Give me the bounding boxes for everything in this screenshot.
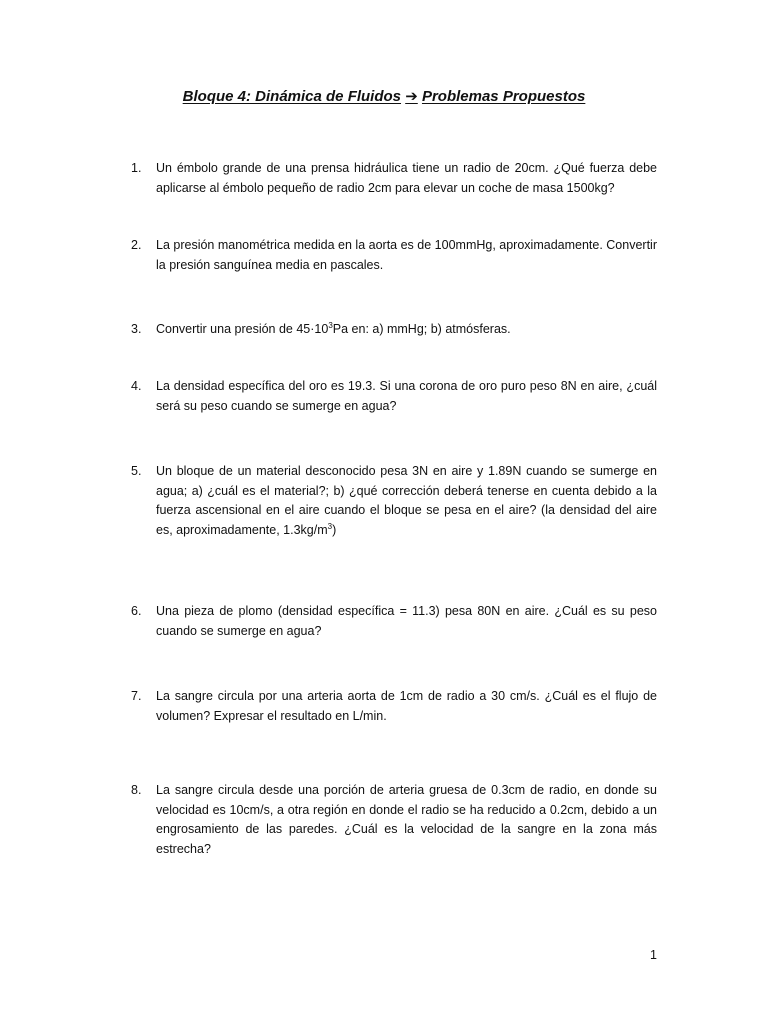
problem-number: 4.: [131, 379, 142, 393]
problem-text: [156, 320, 657, 340]
problem-text: Un émbolo grande de una prensa hidráulica tiene un radio de 20cm. ¿Qué fuerza debe aplicarse al émbolo pequeño de radio 2cm para elevar un coche de masa 1500kg?: [156, 161, 657, 195]
problem-4: [131, 377, 657, 416]
problem-number: 1.: [131, 161, 142, 175]
problem-3: [131, 320, 657, 340]
problem-number: 3.: [131, 322, 142, 336]
superscript: 3: [327, 521, 333, 531]
page-number: 1: [650, 948, 657, 962]
problem-text-part: Convertir una presión de 45·10: [156, 322, 329, 336]
problem-text: Una pieza de plomo (densidad específica = 11.3) pesa 80N en aire. ¿Cuál es su peso cuando se sumerge en agua?: [156, 604, 657, 638]
problem-6: [131, 602, 657, 641]
problem-number: 2.: [131, 238, 142, 252]
problem-number: 7.: [131, 689, 142, 703]
problem-text: La presión manométrica medida en la aorta es de 100mmHg, aproximadamente. Convertir la presión sanguínea media en pascales.: [156, 238, 657, 272]
problem-7: [131, 687, 657, 726]
page-title: [0, 87, 768, 105]
problem-number: 6.: [131, 604, 142, 618]
right-arrow-icon: ➔: [405, 88, 418, 105]
problem-5: [131, 462, 657, 540]
problem-text: La densidad específica del oro es 19.3. Si una corona de oro puro peso 8N en aire, ¿cuál será su peso cuando se sumerge en agua?: [156, 379, 657, 413]
problem-text-part: Un bloque de un material desconocido pesa 3N en aire y 1.89N cuando se sumerge en agua; a) ¿cuál es el material?; b) ¿qué corrección deberá tenerse en cuenta debido a la fuerza ascensional en el aire cuando el bloque se pesa en el aire? (la densidad del aire es, aproximadamente, 1.3kg/m: [156, 464, 657, 537]
problem-text: [156, 462, 657, 540]
problem-number: 5.: [131, 464, 142, 478]
problem-text-part: Pa en: a) mmHg; b) atmósferas.: [332, 322, 511, 336]
problem-number: 8.: [131, 783, 142, 797]
problem-text: La sangre circula por una arteria aorta de 1cm de radio a 30 cm/s. ¿Cuál es el flujo de volumen? Expresar el resultado en L/min.: [156, 689, 657, 723]
problem-1: [131, 159, 657, 198]
problem-text-part: ): [332, 522, 337, 537]
title-text-part1: Bloque 4: Dinámica de Fluidos: [182, 88, 402, 105]
problem-text: La sangre circula desde una porción de arteria gruesa de 0.3cm de radio, en donde su velocidad es 10cm/s, a otra región en donde el radio se ha reducido a 0.2cm, debido a un engrosamiento de las paredes. ¿Cuál es la velocidad de la sangre en la zona más estrecha?: [156, 783, 657, 856]
superscript: 3: [328, 320, 333, 330]
title-text-part2: Problemas Propuestos: [421, 88, 586, 105]
problem-8: [131, 781, 657, 859]
problem-2: [131, 236, 657, 275]
